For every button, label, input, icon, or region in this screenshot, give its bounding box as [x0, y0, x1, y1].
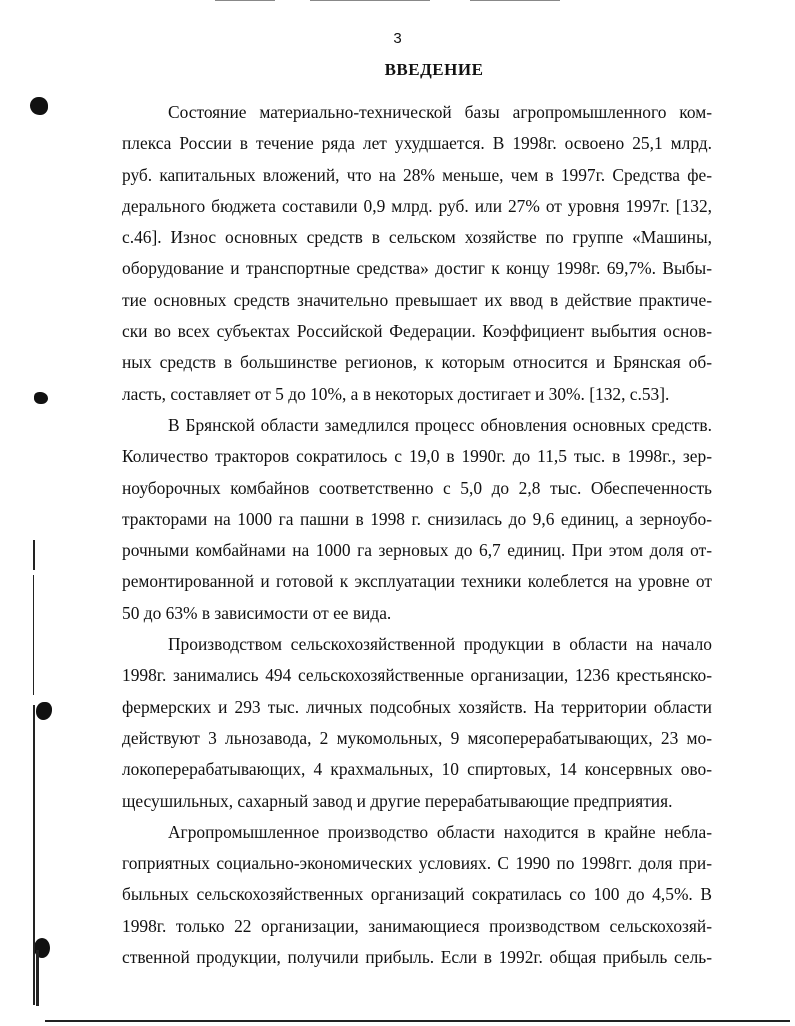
text-line: быльных сельскохозяйственных организаций сократилась со 100 до 4,5%. В	[122, 884, 712, 905]
text-line: рочными комбайнами на 1000 га зерновых до 6,7 единиц. При этом доля от-	[122, 540, 712, 561]
text-line: тракторами на 1000 га пашни в 1998 г. снизилась до 9,6 единиц, а зерноубо-	[122, 508, 712, 529]
text-line: В Брянской области замедлился процесс обновления основных средств.	[168, 414, 712, 435]
punch-hole	[30, 97, 48, 115]
text-line: оборудование и транспортные средства» достиг к концу 1998г. 69,7%. Выбы-	[122, 258, 712, 279]
text-line: ных средств в большинстве регионов, к которым относится и Брянская об-	[122, 352, 712, 373]
text-line: локоперерабатывающих, 4 крахмальных, 10 спиртовых, 14 консервных ово-	[122, 759, 712, 780]
text-line: действуют 3 льнозавода, 2 мукомольных, 9 мясоперерабатывающих, 23 мо-	[122, 727, 712, 748]
text-line: ласть, составляет от 5 до 10%, а в некоторых достигает и 30%. [132, с.53].	[122, 383, 670, 404]
text-line: дерального бюджета составили 0,9 млрд. руб. или 27% от уровня 1997г. [132,	[122, 195, 712, 216]
paragraph	[122, 629, 712, 817]
text-line: руб. капитальных вложений, что на 28% меньше, чем в 1997г. Средства фе-	[122, 164, 712, 185]
body-text	[122, 97, 712, 973]
text-line: щесушильных, сахарный завод и другие перерабатывающие предприятия.	[122, 790, 673, 811]
text-line: Количество тракторов сократилось с 19,0 в 1990г. до 11,5 тыс. в 1998г., зер-	[122, 446, 712, 467]
text-line: 1998г. только 22 организации, занимающиеся производством сельскохозяй-	[122, 915, 712, 936]
text-line: Состояние материально-технической базы агропромышленного ком-	[168, 102, 712, 122]
text-line: 50 до 63% в зависимости от ее вида.	[122, 602, 392, 623]
scan-edge-line	[36, 950, 39, 1006]
text-line: плекса России в течение ряда лет ухудшается. В 1998г. освоено 25,1 млрд.	[122, 133, 712, 154]
text-line: тие основных средств значительно превышает их ввод в действие практиче-	[122, 289, 712, 310]
text-line: Агропромышленное производство области находится в крайне небла-	[168, 821, 712, 842]
scan-bottom-line	[45, 1020, 790, 1022]
text-line: 1998г. занимались 494 сельскохозяйственные организации, 1236 крестьянско-	[122, 665, 712, 686]
scan-edge-line	[33, 575, 34, 695]
punch-hole	[34, 392, 48, 404]
page-title: ВВЕДЕНИЕ	[384, 60, 484, 79]
text-line: фермерских и 293 тыс. личных подсобных хозяйств. На территории области	[122, 696, 712, 717]
text-line: ноуборочных комбайнов соответственно с 5,0 до 2,8 тыс. Обеспеченность	[122, 477, 712, 498]
paragraph	[122, 97, 712, 410]
punch-hole	[36, 702, 52, 720]
page-number: 3	[393, 30, 402, 47]
text-line: гоприятных социально-экономических условиях. С 1990 по 1998гг. доля при-	[122, 853, 712, 874]
scan-edge-line	[33, 705, 35, 1005]
text-line: ственной продукции, получили прибыль. Если в 1992г. общая прибыль сель-	[122, 947, 712, 968]
scan-edge-line	[33, 540, 35, 570]
text-line: Производством сельскохозяйственной продукции в области на начало	[168, 634, 712, 655]
text-line: ски во всех субъектах Российской Федерации. Коэффициент выбытия основ-	[122, 321, 712, 342]
scan-edge-mark	[310, 0, 430, 1]
paragraph	[122, 410, 712, 629]
scan-edge-mark	[470, 0, 560, 1]
scan-edge-mark	[215, 0, 275, 1]
paragraph	[122, 817, 712, 973]
text-line: ремонтированной и готовой к эксплуатации техники колеблется на уровне от	[122, 571, 712, 592]
text-line: с.46]. Износ основных средств в сельском хозяйстве по группе «Машины,	[122, 227, 712, 248]
